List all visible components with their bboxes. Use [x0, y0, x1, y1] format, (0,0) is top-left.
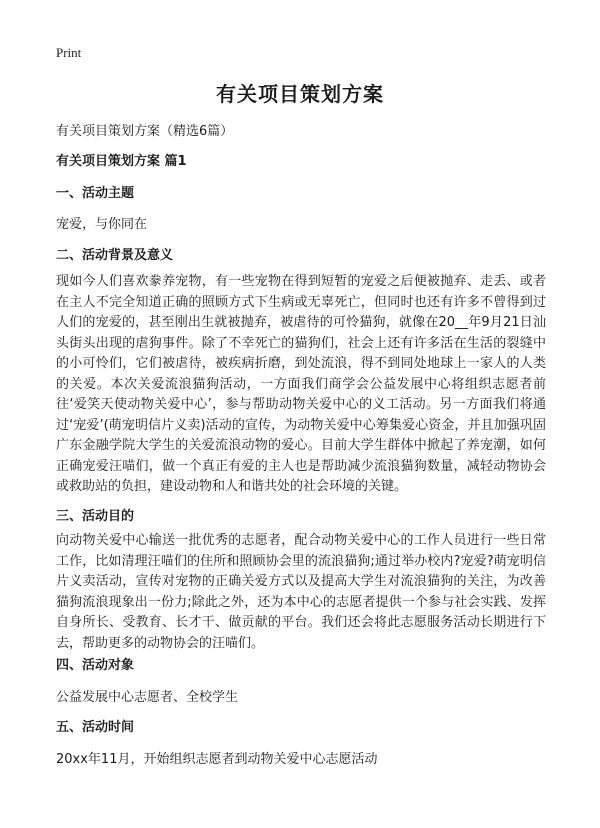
section-body-theme: 宠爱，与你同在 — [56, 217, 148, 232]
document-subtitle: 有关项目策划方案（精选6篇） — [56, 124, 234, 139]
section-heading-target: 四、活动对象 — [56, 658, 135, 673]
article-title: 有关项目策划方案 篇1 — [56, 154, 187, 169]
section-body-time: 20xx年11月，开始组织志愿者到动物关爱中心志愿活动 — [56, 752, 378, 767]
section-body-target: 公益发展中心志愿者、全校学生 — [56, 690, 239, 705]
section-body-purpose: 向动物关爱中心输送一批优秀的志愿者，配合动物关爱中心的工作人员进行一些日常工作，比如清理汪喵们的住所和照顾协会里的流浪猫狗;通过举办校内?宠爱?萌宠明信片义卖活动，宣传对宠物的正确关爱方式以及提高大学生对流浪猫狗的关注，为改善猫狗流浪现象出一份力;除此之外，还为本中心的志愿者提供一个参与社会实践、发挥自身所长、受教育、长才干、做贡献的平台。我们还会将此志愿服务活动长期进行下去，帮助更多的动物协会的汪喵们。 — [56, 533, 546, 651]
section-heading-theme: 一、活动主题 — [56, 186, 135, 201]
section-body-background: 现如今人们喜欢豢养宠物，有一些宠物在得到短暂的宠爱之后便被抛弃、走丢、或者在主人不完全知道正确的照顾方式下生病或无辜死亡，但同时也还有许多不曾得到过人们的宠爱的，甚至刚出生就被抛弃，被虐待的可怜猫狗，就像在20__年9月21日汕头街头出现的虐狗事件。除了不幸死亡的猫狗们，社会上还有许多活在生活的裂缝中的小可怜们，它们被虐待，被疾病折磨，到处流浪，得不到同处地球上一家人的人类的关爱。本次关爱流浪猫狗活动，一方面我们商学会公益发展中心将组织志愿者前往‘爱笑天使动物关爱中心’，参与帮助动物关爱中心的义工活动。另一方面我们将通过‘宠爱’(萌宠明信片义卖)活动的宣传，为动物关爱中心筹集爱心资金，并且加强巩固广东金融学院大学生的关爱流浪动物的爱心。目前大学生群体中掀起了养宠潮，如何正确宠爱汪喵们，做一个真正有爱的主人也是帮助减少流浪猫狗数量，减轻动物协会或救助站的负担，建设动物和人和谐共处的社会环境的关键。 — [56, 274, 546, 494]
page-title: 有关项目策划方案 — [216, 82, 384, 106]
print-label[interactable]: Print — [56, 45, 82, 60]
section-heading-time: 五、活动时间 — [56, 720, 135, 735]
section-heading-purpose: 三、活动目的 — [56, 509, 135, 524]
section-heading-background: 二、活动背景及意义 — [56, 248, 174, 263]
